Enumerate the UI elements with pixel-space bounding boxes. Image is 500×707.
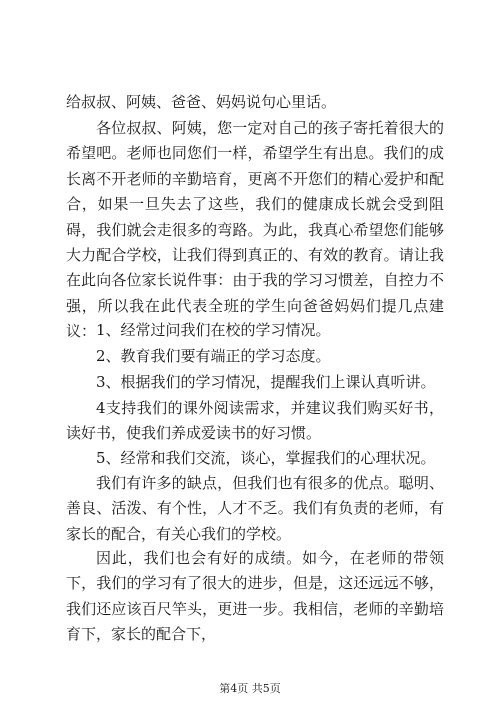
suggestion-item-1: 1、经常过问我们在校的学习情况。 bbox=[96, 321, 331, 339]
suggestion-item-3: 3、根据我们的学习情况，提醒我们上课认真听讲。 bbox=[96, 373, 436, 391]
paragraph-strengths: 我们有许多的缺点，但我们也有很多的优点。聪明、善良、活泼、有个性，人才不乏。我们有负责的老师，有家长的配合，有关心我们的学校。 bbox=[66, 474, 444, 543]
page-number-footer: 第4页 共5页 bbox=[219, 682, 281, 695]
suggestion-item-4: 4支持我们的课外阅读需求，并建议我们购买好书，读好书，使我们养成爱读书的好习惯。 bbox=[66, 399, 444, 443]
suggestion-item-2: 2、教育我们要有端正的学习态度。 bbox=[96, 347, 331, 365]
paragraph-conclusion: 因此，我们也会有好的成绩。如今，在老师的带领下，我们的学习有了很大的进步，但是，这还远远不够，我们还应该百尺竿头，更进一步。我相信，老师的辛勤培育下，家长的配合下， bbox=[66, 549, 444, 644]
paragraph-opening-line: 给叔叔、阿姨、爸爸、妈妈说句心里话。 bbox=[66, 93, 337, 111]
paragraph-address-to-parents: 各位叔叔、阿姨，您一定对自己的孩子寄托着很大的希望吧。老师也同您们一样，希望学生有出息。我们的成长离不开老师的辛勤培育，更离不开您们的精心爱护和配合，如果一旦失去了这些，我们的健康成长就会受到阻碍，我们就会走很多的弯路。为此，我真心希望您们能够大力配合学校，让我们得到真正的、有效的教育。请让我在此向各位家长说件事：由于我的学习习惯差，自控力不强，所以我在此代表全班的学生向爸爸妈妈们提几点建议： bbox=[66, 119, 444, 341]
suggestion-item-5: 5、经常和我们交流，谈心，掌握我们的心理状况。 bbox=[96, 449, 436, 467]
